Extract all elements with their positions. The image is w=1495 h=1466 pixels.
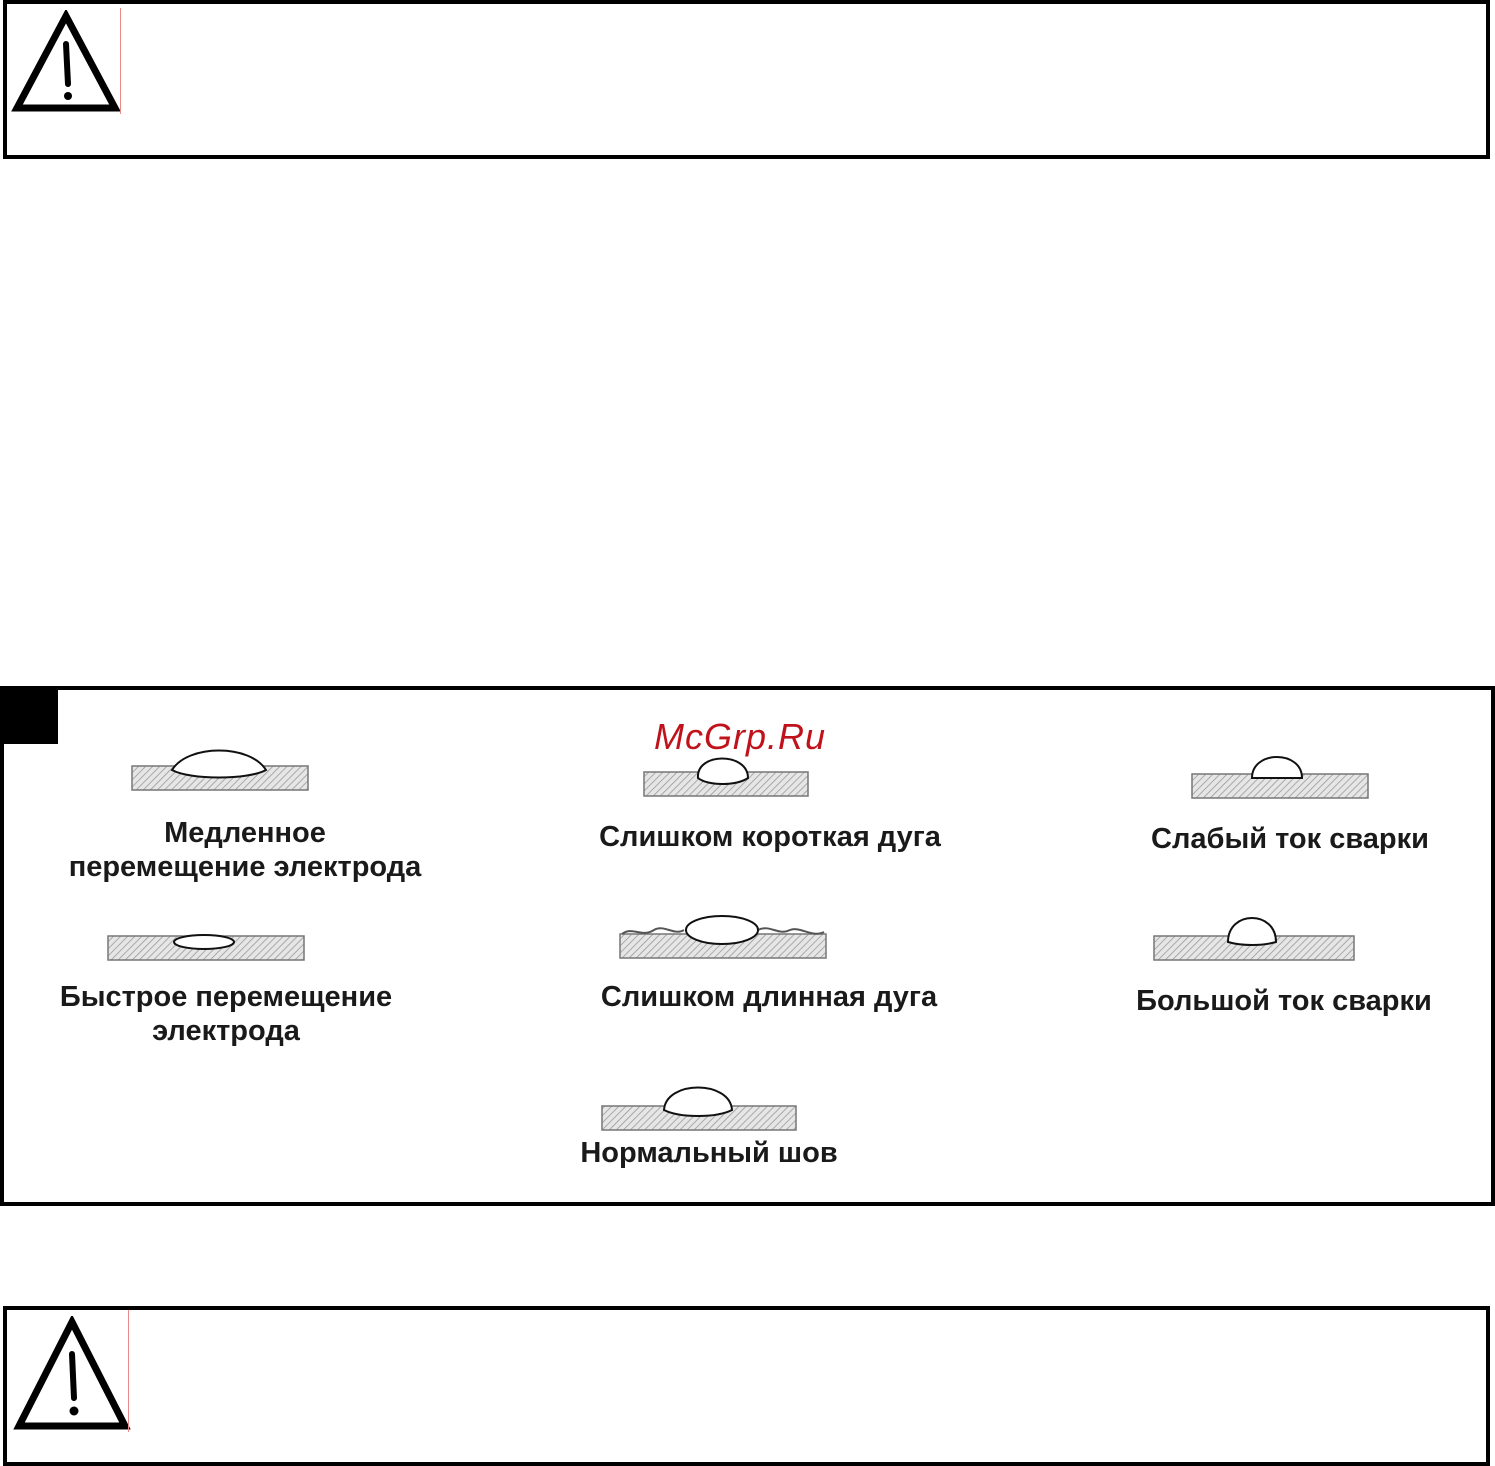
figure-marker [4, 690, 58, 744]
weld-label-fast [4, 980, 448, 1048]
weld-profile-slow [130, 746, 312, 796]
weld-profile-short-arc [642, 750, 812, 800]
watermark: McGrp.Ru [654, 716, 827, 757]
weld-profile-low-current [1190, 754, 1372, 802]
weld-label-long-arc: Слишком длинная дуга [600, 981, 938, 1013]
warning-notice-top [3, 0, 1490, 159]
weld-profile-high-current [1152, 916, 1364, 964]
weld-label-high-current: Большой ток сварки [1136, 985, 1432, 1017]
weld-seam-figure [0, 686, 1495, 1206]
warning-triangle-icon [13, 1316, 131, 1432]
weld-label-normal: Нормальный шов [580, 1137, 838, 1169]
weld-label-fast-line2: электрода [152, 1015, 300, 1047]
weld-label-slow-line2: перемещение электрода [68, 851, 422, 883]
weld-label-slow [10, 816, 480, 884]
weld-profile-long-arc [618, 912, 830, 962]
weld-profile-fast [106, 922, 308, 966]
weld-label-short-arc: Слишком короткая дуга [599, 821, 941, 853]
weld-label-slow-line1: Медленное [164, 817, 326, 849]
margin-rule [128, 1310, 129, 1432]
weld-profile-normal [600, 1082, 800, 1134]
margin-rule [120, 8, 121, 114]
weld-label-low-current: Слабый ток сварки [1151, 823, 1429, 855]
warning-notice-bottom [3, 1306, 1490, 1466]
warning-triangle-icon [11, 10, 121, 114]
weld-label-fast-line1: Быстрое перемещение [59, 981, 393, 1013]
